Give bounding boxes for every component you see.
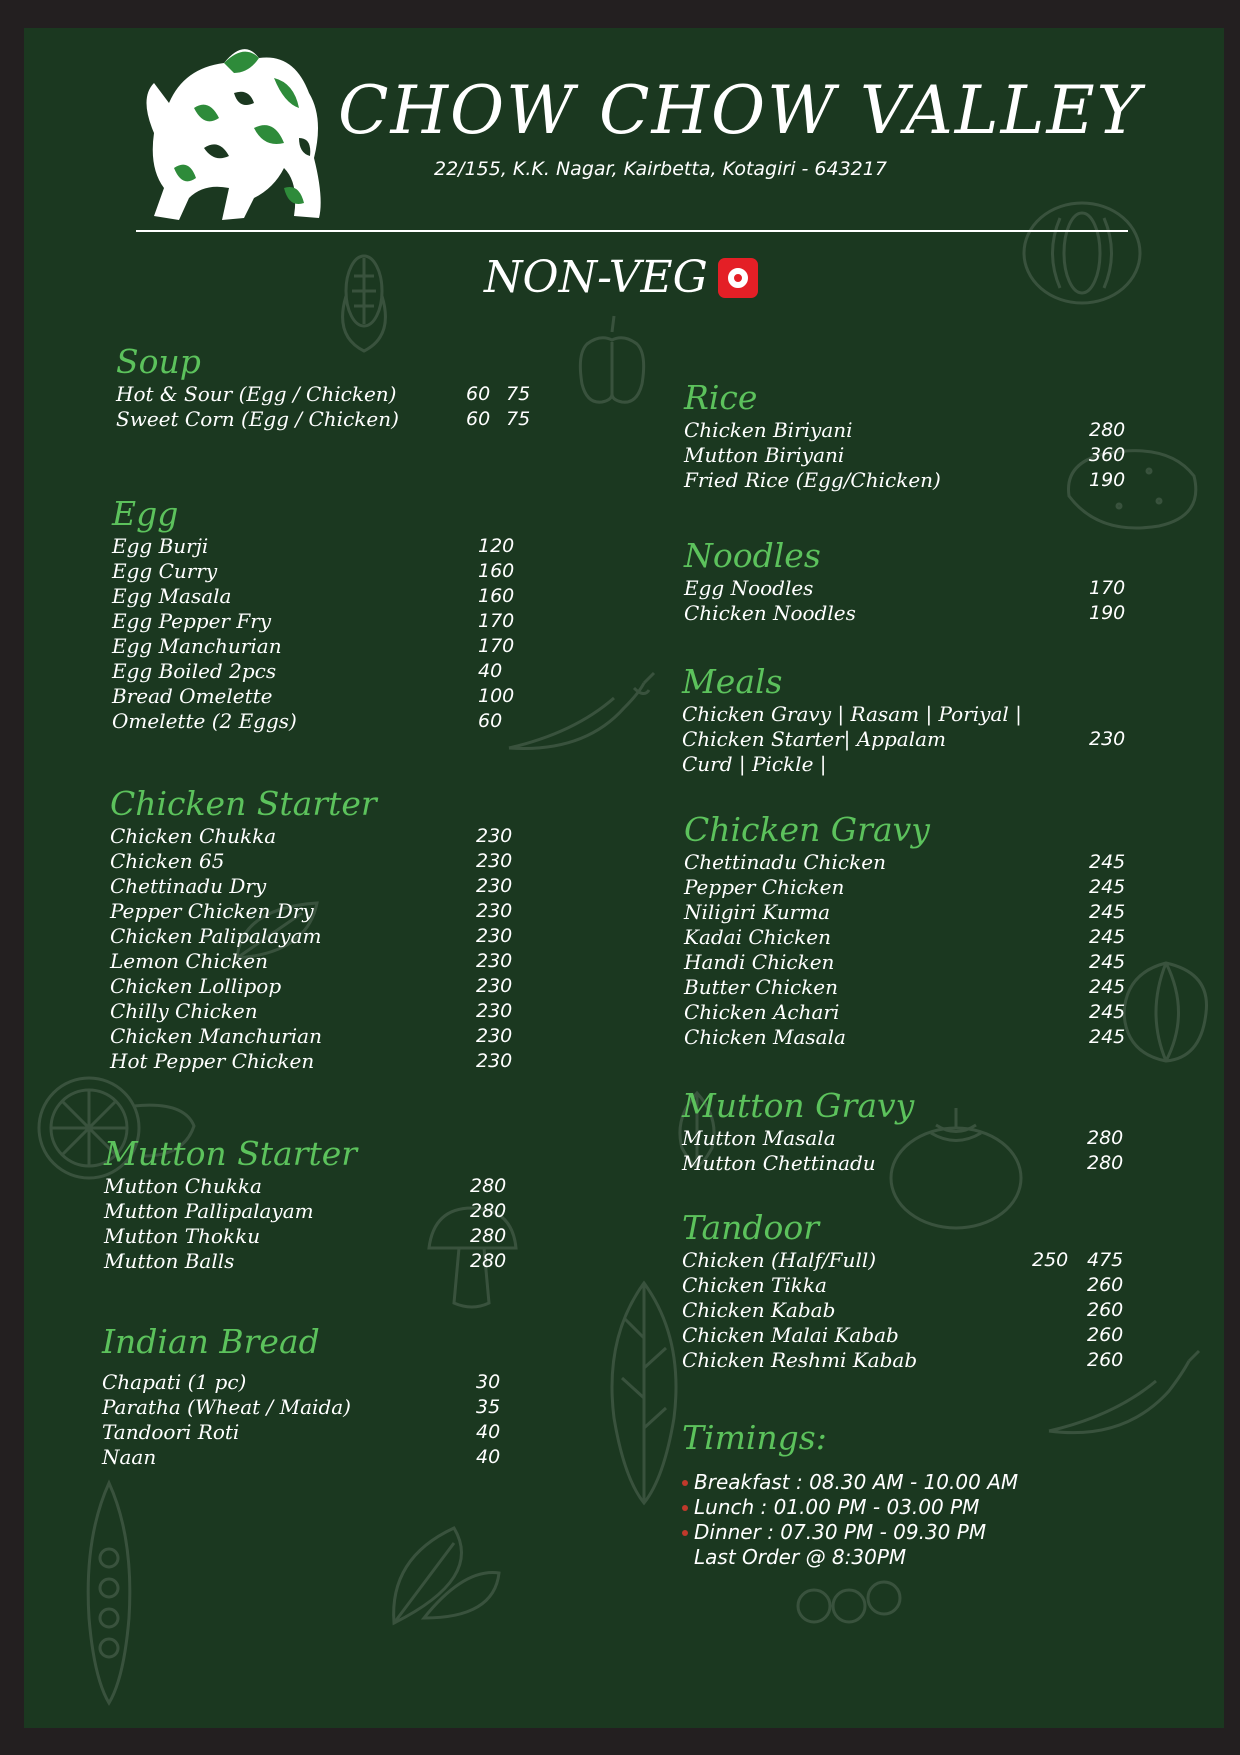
item-price: 230 (476, 1050, 513, 1072)
item-price: 120 (478, 535, 515, 557)
item-price: 230 (476, 950, 513, 972)
item-name: Chettinadu Chicken (684, 850, 886, 874)
leaf-icon (384, 1518, 504, 1633)
item-name: Kadai Chicken (684, 925, 831, 949)
menu-item (110, 999, 513, 1024)
item-price: 190 (1089, 469, 1126, 491)
timing-text: Last Order @ 8:30PM (694, 1545, 907, 1569)
menu-item (684, 418, 1126, 443)
timing-text: Lunch : 01.00 PM - 03.00 PM (694, 1495, 980, 1519)
item-name: Mutton Chettinadu (682, 1151, 876, 1175)
item-price: 170 (478, 635, 515, 657)
item-name: Egg Burji (112, 534, 209, 558)
item-name: Chicken Achari (684, 1000, 840, 1024)
menu-item (104, 1224, 507, 1249)
item-price: 475 (1087, 1249, 1124, 1271)
item-name: Niligiri Kurma (684, 900, 831, 924)
item-price: 245 (1089, 951, 1126, 973)
menu-item (110, 899, 513, 924)
item-name: Mutton Biriyani (684, 443, 845, 467)
onion-icon (1020, 198, 1145, 308)
menu-item (684, 576, 1126, 601)
menu-item (102, 1370, 501, 1395)
item-name: Egg Masala (112, 584, 232, 608)
section-title: Meals (682, 662, 783, 701)
section-noodles (684, 536, 1126, 626)
timing-line (682, 1520, 1018, 1545)
item-price: 75 (506, 408, 531, 430)
item-name: Hot Pepper Chicken (110, 1049, 315, 1073)
item-price: 170 (478, 610, 515, 632)
item-price: 280 (1087, 1152, 1124, 1174)
item-price: 230 (1089, 728, 1126, 750)
menu-item (684, 900, 1126, 925)
section-title: Timings: (682, 1418, 827, 1457)
item-price: 60 (466, 408, 491, 430)
corn-icon (324, 246, 404, 356)
item-price: 245 (1089, 1026, 1126, 1048)
item-name: Tandoori Roti (102, 1420, 240, 1444)
timing-line (682, 1545, 1018, 1570)
item-name: Egg Noodles (684, 576, 814, 600)
item-price: 40 (476, 1421, 501, 1443)
item-name: Chicken Chukka (110, 824, 277, 848)
menu-item (684, 925, 1126, 950)
item-price: 280 (470, 1200, 507, 1222)
menu-item (112, 584, 515, 609)
section-meals (682, 662, 1126, 777)
meal-line (682, 727, 1126, 752)
item-price: 75 (506, 383, 531, 405)
item-name: Chapati (1 pc) (102, 1370, 247, 1394)
menu-item (682, 1126, 1124, 1151)
item-price: 170 (1089, 577, 1126, 599)
menu-item (110, 1024, 513, 1049)
item-price: 245 (1089, 876, 1126, 898)
timing-line (682, 1495, 1018, 1520)
section-title: Indian Bread (102, 1322, 320, 1361)
item-name: Hot & Sour (Egg / Chicken) (116, 382, 397, 406)
item-name: Mutton Balls (104, 1249, 235, 1273)
bullet-icon (682, 1480, 688, 1486)
section-title: Noodles (684, 536, 821, 575)
item-price: 280 (470, 1175, 507, 1197)
cabbage-icon (1116, 953, 1216, 1068)
item-name: Naan (102, 1445, 157, 1469)
menu-item (112, 659, 503, 684)
item-name: Omelette (2 Eggs) (112, 709, 297, 733)
menu-item (104, 1199, 507, 1224)
section-soup (116, 342, 531, 432)
section-title: Chicken Starter (110, 784, 377, 823)
section-mutton-gravy (682, 1086, 1124, 1176)
item-name: Chicken Kabab (682, 1298, 836, 1322)
section-title: Mutton Gravy (682, 1086, 915, 1125)
item-name: Pepper Chicken (684, 875, 845, 899)
menu-item (682, 1323, 1124, 1348)
item-name: Handi Chicken (684, 950, 835, 974)
section-rice (684, 378, 1126, 493)
item-price: 245 (1089, 851, 1126, 873)
item-price: 230 (476, 825, 513, 847)
menu-item (682, 1151, 1124, 1176)
menu-item (684, 850, 1126, 875)
item-price: 360 (1089, 444, 1126, 466)
section-mutton-starter (104, 1134, 507, 1274)
item-name: Pepper Chicken Dry (110, 899, 314, 923)
leaf-icon (604, 1278, 684, 1508)
item-price: 60 (466, 383, 491, 405)
item-name: Chicken Gravy | Rasam | Poriyal | (682, 702, 1022, 726)
bullet-icon (682, 1530, 688, 1536)
menu-item (110, 974, 513, 999)
menu-item (110, 949, 513, 974)
item-price: 230 (476, 850, 513, 872)
menu-item (104, 1249, 507, 1274)
menu-item (116, 407, 531, 432)
item-price: 280 (1089, 419, 1126, 441)
item-name: Chicken (Half/Full) (682, 1248, 877, 1272)
item-name: Chicken Palipalayam (110, 924, 322, 948)
menu-item (684, 443, 1126, 468)
menu-item (102, 1445, 501, 1470)
item-price: 35 (476, 1396, 501, 1418)
bullet-icon (682, 1505, 688, 1511)
item-name: Sweet Corn (Egg / Chicken) (116, 407, 399, 431)
item-price: 245 (1089, 976, 1126, 998)
item-price: 160 (478, 560, 515, 582)
section-chicken-gravy (684, 810, 1126, 1050)
item-name: Chettinadu Dry (110, 874, 267, 898)
item-name: Fried Rice (Egg/Chicken) (684, 468, 941, 492)
section-timings (682, 1418, 1018, 1570)
item-price: 230 (476, 1000, 513, 1022)
menu-item (110, 1049, 513, 1074)
item-name: Lemon Chicken (110, 949, 268, 973)
meal-line (682, 702, 1022, 727)
item-price: 40 (476, 1446, 501, 1468)
item-name: Chicken Malai Kabab (682, 1323, 899, 1347)
item-price: 160 (478, 585, 515, 607)
menu-item (110, 824, 513, 849)
menu-item (112, 534, 515, 559)
section-title: Soup (116, 342, 201, 381)
header-divider (136, 230, 1128, 232)
bell-pepper-icon (572, 314, 652, 409)
item-name: Chicken Biriyani (684, 418, 853, 442)
item-price: 280 (470, 1250, 507, 1272)
item-name: Chicken Tikka (682, 1273, 827, 1297)
item-price: 260 (1087, 1274, 1124, 1296)
menu-item (684, 975, 1126, 1000)
menu-board (24, 28, 1224, 1728)
item-price: 280 (1087, 1127, 1124, 1149)
item-name: Egg Boiled 2pcs (112, 659, 277, 683)
item-price: 260 (1087, 1324, 1124, 1346)
menu-item (682, 1248, 1124, 1273)
potato-icon (1059, 441, 1204, 536)
item-name: Curd | Pickle | (682, 752, 827, 776)
menu-item (684, 468, 1126, 493)
section-title: Egg (112, 494, 179, 533)
section-title: Rice (684, 378, 758, 417)
menu-item (110, 874, 513, 899)
menu-item (104, 1174, 507, 1199)
item-price: 230 (476, 1025, 513, 1047)
item-name: Mutton Chukka (104, 1174, 262, 1198)
item-name: Chicken 65 (110, 849, 225, 873)
category-header (484, 250, 758, 306)
item-price: 245 (1089, 1001, 1126, 1023)
non-veg-mark-icon (718, 258, 758, 298)
menu-item (112, 634, 515, 659)
menu-item (684, 1025, 1126, 1050)
item-price: 260 (1087, 1299, 1124, 1321)
menu-item (110, 924, 513, 949)
bull-logo-icon (134, 38, 334, 223)
item-price: 245 (1089, 901, 1126, 923)
item-price: 190 (1089, 602, 1126, 624)
menu-item (684, 1000, 1126, 1025)
section-title: Chicken Gravy (684, 810, 930, 849)
peas-icon (84, 1478, 134, 1708)
timing-text: Breakfast : 08.30 AM - 10.00 AM (694, 1470, 1019, 1494)
timing-text: Dinner : 07.30 PM - 09.30 PM (694, 1520, 987, 1544)
item-price: 40 (478, 660, 503, 682)
item-name: Chicken Noodles (684, 601, 856, 625)
menu-item (682, 1298, 1124, 1323)
section-indian-bread (102, 1322, 501, 1470)
section-tandoor (682, 1208, 1124, 1373)
item-name: Mutton Thokku (104, 1224, 261, 1248)
item-name: Chilly Chicken (110, 999, 258, 1023)
peas-icon (784, 1568, 914, 1628)
item-name: Butter Chicken (684, 975, 839, 999)
menu-item (110, 849, 513, 874)
item-price: 280 (470, 1225, 507, 1247)
menu-item (102, 1395, 501, 1420)
restaurant-address: 22/155, K.K. Nagar, Kairbetta, Kotagiri - 643217 (434, 158, 887, 180)
item-price: 230 (476, 875, 513, 897)
item-name: Egg Curry (112, 559, 218, 583)
menu-item (116, 382, 531, 407)
menu-item (682, 1273, 1124, 1298)
menu-item (102, 1420, 501, 1445)
chili-icon (1044, 1346, 1204, 1446)
item-name: Bread Omelette (112, 684, 273, 708)
restaurant-name: CHOW CHOW VALLEY (338, 72, 1143, 149)
item-price: 260 (1087, 1349, 1124, 1371)
item-name: Paratha (Wheat / Maida) (102, 1395, 351, 1419)
item-name: Mutton Masala (682, 1126, 836, 1150)
menu-item (684, 875, 1126, 900)
item-price: 30 (476, 1371, 501, 1393)
item-name: Egg Pepper Fry (112, 609, 272, 633)
item-name: Chicken Masala (684, 1025, 846, 1049)
category-label: NON-VEG (484, 252, 708, 303)
timing-line (682, 1470, 1018, 1495)
item-name: Chicken Reshmi Kabab (682, 1348, 918, 1372)
item-price: 245 (1089, 926, 1126, 948)
item-name: Egg Manchurian (112, 634, 282, 658)
item-price: 230 (476, 925, 513, 947)
item-price: 230 (476, 975, 513, 997)
menu-item (112, 559, 515, 584)
item-price: 230 (476, 900, 513, 922)
section-egg (112, 494, 515, 734)
menu-item (112, 609, 515, 634)
item-name: Chicken Lollipop (110, 974, 282, 998)
section-title: Tandoor (682, 1208, 820, 1247)
menu-item (684, 601, 1126, 626)
menu-item (682, 1348, 1124, 1373)
menu-item (112, 684, 515, 709)
meal-line (682, 752, 827, 777)
item-name: Mutton Pallipalayam (104, 1199, 314, 1223)
section-title: Mutton Starter (104, 1134, 358, 1173)
item-price: 250 (1032, 1249, 1069, 1271)
item-price: 60 (478, 710, 503, 732)
section-chicken-starter (110, 784, 513, 1074)
item-name: Chicken Manchurian (110, 1024, 322, 1048)
menu-item (112, 709, 503, 734)
item-name: Chicken Starter| Appalam (682, 727, 946, 751)
menu-item (684, 950, 1126, 975)
chili-icon (504, 668, 664, 763)
item-price: 100 (478, 685, 515, 707)
